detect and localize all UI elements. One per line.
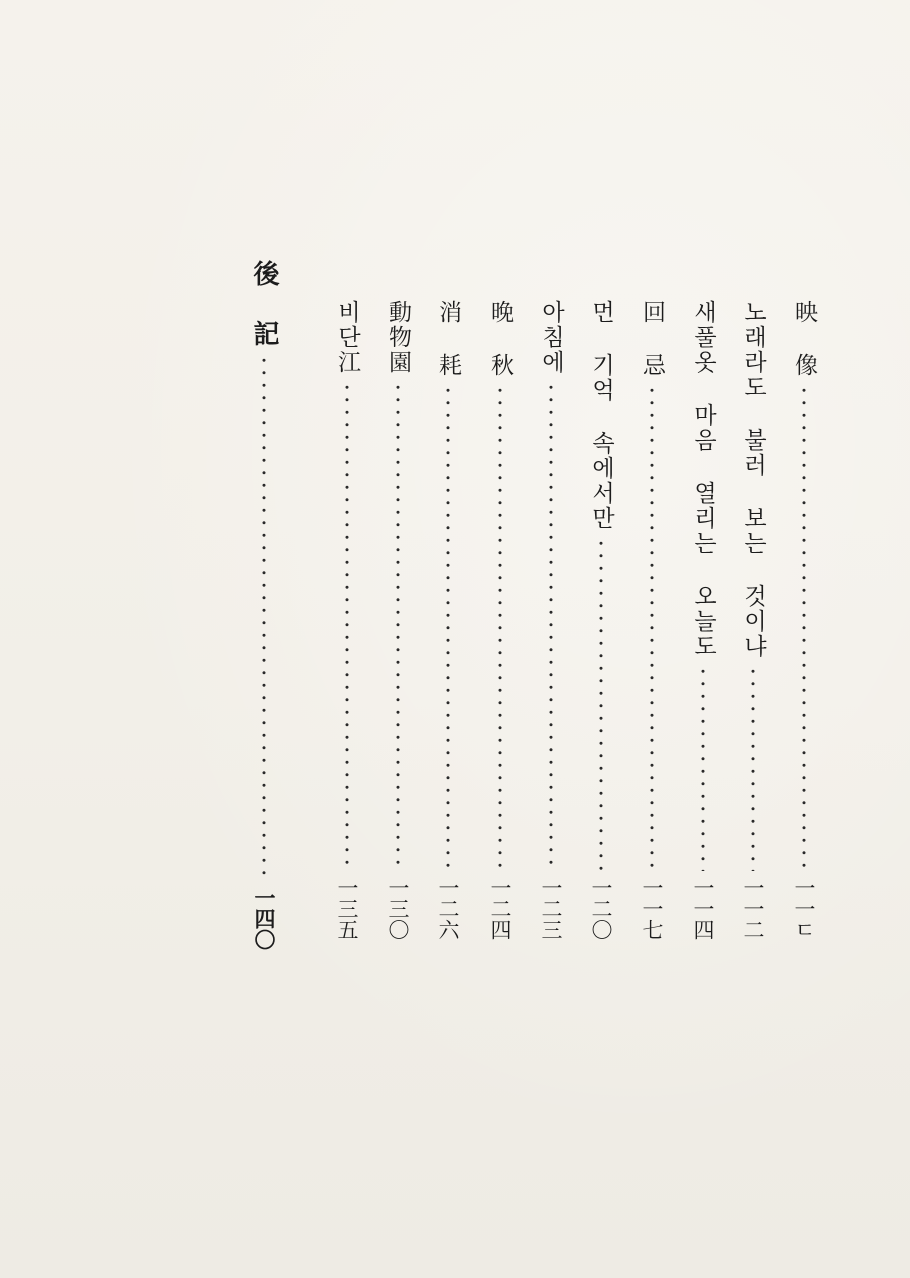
toc-entry-page: 一四〇 bbox=[252, 887, 277, 950]
toc-entry bbox=[583, 300, 619, 940]
toc-entry-page: 一二〇 bbox=[589, 877, 613, 940]
toc-entry-page: 一二三 bbox=[539, 877, 563, 940]
toc-entry-title: 먼 기억 속에서만 bbox=[588, 300, 614, 531]
toc-entry bbox=[380, 300, 416, 940]
toc-entry-afterword bbox=[246, 260, 282, 950]
toc-entry bbox=[430, 300, 466, 940]
dot-leader bbox=[634, 384, 670, 871]
dot-leader bbox=[430, 384, 466, 871]
dot-leader bbox=[482, 384, 518, 871]
toc-entry-title: 새풀옷 마음 열리는 오늘도 bbox=[690, 300, 716, 659]
toc-entry-title: 回 忌 bbox=[639, 300, 665, 378]
dot-leader bbox=[685, 665, 721, 871]
toc-entry bbox=[685, 300, 721, 940]
dot-leader bbox=[329, 381, 365, 871]
table-of-contents bbox=[0, 260, 910, 960]
toc-entry-title: 消 耗 bbox=[435, 300, 461, 378]
toc-entry bbox=[329, 300, 365, 940]
toc-entry-page: 一一四 bbox=[691, 877, 715, 940]
dot-leader bbox=[735, 665, 771, 871]
toc-entry-title: 晚 秋 bbox=[487, 300, 513, 378]
toc-entry-title: 비단江 bbox=[334, 300, 360, 375]
dot-leader bbox=[246, 354, 282, 881]
toc-entry-page: 一二六 bbox=[436, 877, 460, 940]
dot-leader bbox=[380, 381, 416, 871]
toc-entry bbox=[735, 300, 771, 940]
dot-leader bbox=[583, 537, 619, 871]
toc-entry-page: 一一ㄷ bbox=[792, 877, 816, 940]
toc-entry bbox=[533, 300, 569, 940]
toc-entry-page: 一一二 bbox=[741, 877, 765, 940]
toc-entry-page: 一三〇 bbox=[386, 877, 410, 940]
toc-entry-title: 映 像 bbox=[791, 300, 817, 378]
toc-entry-title: 後 記 bbox=[249, 260, 279, 348]
toc-entry bbox=[634, 300, 670, 940]
toc-entry-title: 노래라도 불러 보는 것이냐 bbox=[740, 300, 766, 659]
toc-entry-page: 一一七 bbox=[640, 877, 664, 940]
toc-entry bbox=[786, 300, 822, 940]
toc-entry-title: 動物園 bbox=[385, 300, 411, 375]
toc-entry-title: 아침에 bbox=[538, 300, 564, 375]
toc-entry-page: 一二四 bbox=[488, 877, 512, 940]
toc-entry bbox=[482, 300, 518, 940]
dot-leader bbox=[533, 381, 569, 871]
dot-leader bbox=[786, 384, 822, 871]
toc-entry-page: 一三五 bbox=[335, 877, 359, 940]
